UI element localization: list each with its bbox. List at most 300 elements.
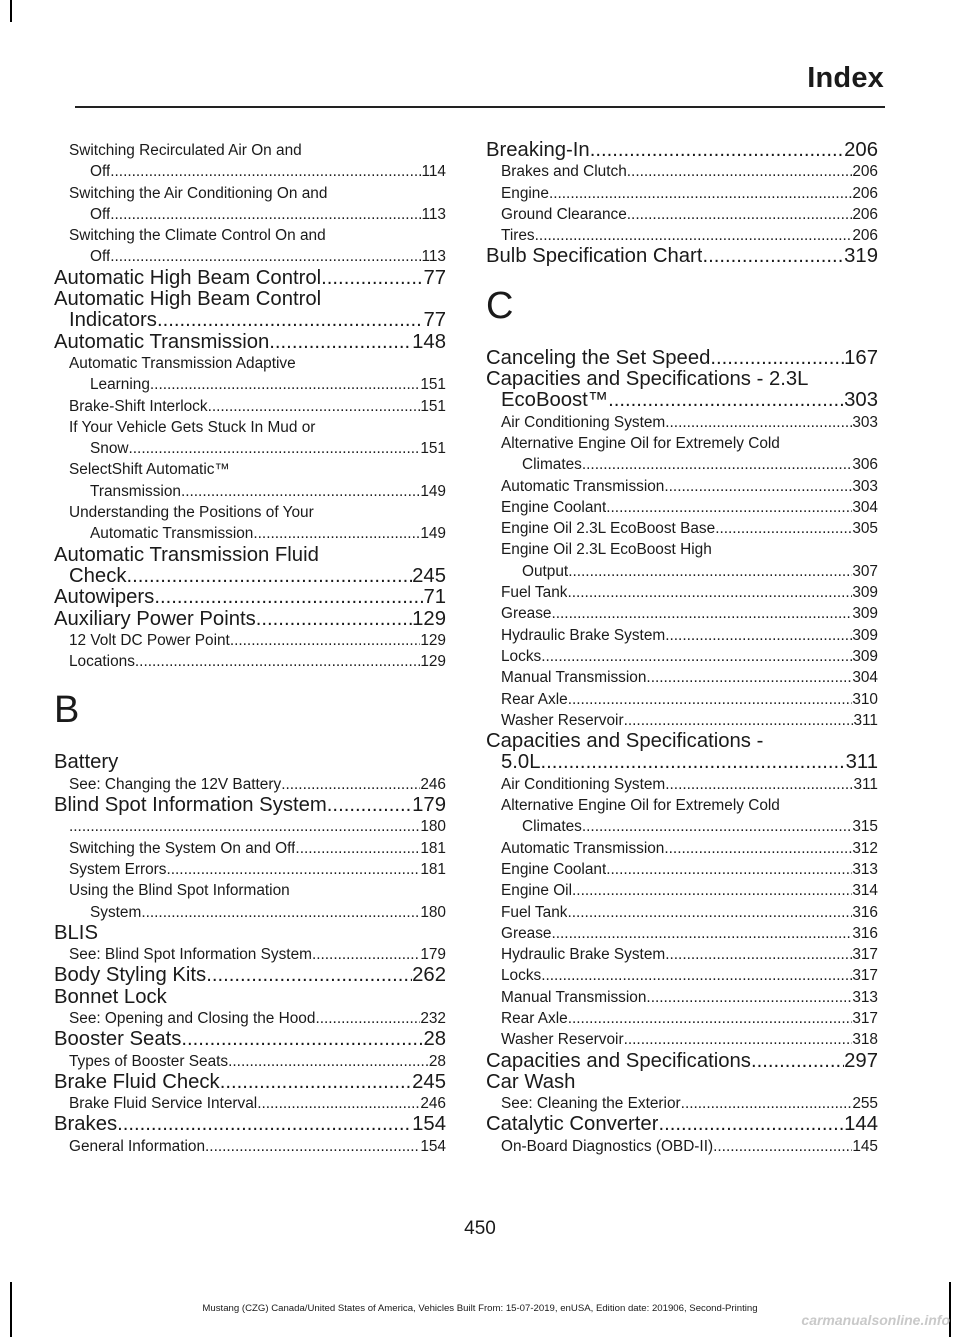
dot-leader	[205, 1136, 420, 1157]
page-reference[interactable]: 180	[420, 903, 446, 921]
dot-leader	[606, 497, 852, 518]
page-reference[interactable]: 181	[420, 860, 446, 878]
index-subentry[interactable]	[54, 183, 446, 226]
index-entry[interactable]	[486, 731, 878, 774]
page-reference[interactable]: 309	[852, 584, 878, 602]
page-reference[interactable]: 154	[420, 1137, 446, 1155]
page-reference[interactable]: 180	[420, 818, 446, 836]
page-reference[interactable]: 315	[852, 818, 878, 836]
page-reference[interactable]: 317	[852, 967, 878, 985]
entry-label: Tires	[501, 227, 535, 245]
page-reference[interactable]: 245	[412, 1070, 446, 1093]
dot-leader	[702, 246, 844, 267]
dot-leader	[582, 816, 852, 837]
page-reference[interactable]: 309	[852, 647, 878, 665]
entry-label: Climates	[522, 456, 582, 474]
index-entry[interactable]	[486, 1072, 878, 1093]
index-subentry[interactable]	[54, 140, 446, 183]
index-subentry[interactable]	[486, 603, 878, 624]
dot-leader	[257, 1093, 420, 1114]
index-subentry[interactable]	[486, 1093, 878, 1114]
index-entry[interactable]	[486, 1051, 878, 1072]
page-reference[interactable]: 317	[852, 1009, 878, 1027]
index-entry[interactable]	[486, 246, 878, 267]
entry-label: Washer Reservoir	[501, 711, 624, 729]
dot-leader	[69, 816, 420, 837]
page-reference[interactable]: 154	[412, 1113, 446, 1136]
index-entry[interactable]	[54, 268, 446, 289]
entry-label: Automatic Transmission	[501, 839, 665, 857]
page-reference[interactable]: 179	[412, 794, 446, 817]
entry-label: Locations	[69, 653, 135, 671]
index-subentry[interactable]	[486, 183, 878, 204]
dot-leader	[646, 667, 852, 688]
index-subentry[interactable]	[54, 838, 446, 859]
dot-leader	[665, 944, 852, 965]
index-subentry[interactable]	[486, 795, 878, 838]
page-reference[interactable]: 167	[844, 346, 878, 369]
dot-leader	[606, 859, 852, 880]
dot-leader	[206, 965, 412, 986]
page-reference[interactable]: 114	[421, 163, 446, 181]
index-entry[interactable]	[54, 795, 446, 816]
entry-label: BLIS	[54, 921, 98, 944]
page-reference[interactable]: 71	[423, 586, 446, 609]
index-column-right	[486, 140, 878, 1157]
entry-label: Automatic Transmission Adaptive	[69, 354, 296, 372]
page-reference[interactable]: 145	[852, 1137, 878, 1155]
dot-leader	[715, 518, 852, 539]
dot-leader	[540, 752, 845, 773]
index-subentry[interactable]	[54, 880, 446, 923]
page-reference[interactable]: 262	[412, 964, 446, 987]
page-reference[interactable]: 310	[852, 690, 878, 708]
watermark: carmanualsonline.info	[801, 1312, 950, 1328]
dot-leader	[141, 902, 420, 923]
entry-label: Air Conditioning System	[501, 775, 666, 793]
page-reference[interactable]: 149	[420, 482, 446, 500]
page-reference[interactable]: 148	[412, 330, 446, 353]
index-subentry[interactable]	[486, 774, 878, 795]
index-subentry[interactable]	[54, 1051, 446, 1072]
entry-label: Using the Blind Spot Information	[69, 882, 290, 900]
index-subentry[interactable]	[486, 582, 878, 603]
page-reference[interactable]: 303	[844, 389, 878, 412]
entry-label: Indicators	[69, 310, 157, 332]
page-reference[interactable]: 309	[852, 626, 878, 644]
entry-label: Transmission	[90, 482, 181, 500]
dot-leader	[150, 374, 420, 395]
dot-leader	[549, 183, 852, 204]
entry-label: Types of Booster Seats	[69, 1052, 229, 1070]
entry-label: Engine Oil 2.3L EcoBoost High	[501, 541, 712, 559]
page-reference[interactable]: 318	[852, 1031, 878, 1049]
entry-label: See: Blind Spot Information System	[69, 946, 312, 964]
page-reference[interactable]: 129	[420, 631, 446, 649]
dot-leader	[110, 204, 421, 225]
dot-leader	[627, 204, 853, 225]
dot-leader	[154, 587, 423, 608]
page-reference[interactable]: 297	[844, 1049, 878, 1072]
entry-label: Canceling the Set Speed	[486, 347, 711, 369]
index-subentry[interactable]	[54, 396, 446, 417]
index-entry[interactable]	[54, 587, 446, 608]
index-subentry[interactable]	[486, 944, 878, 965]
entry-label: Alternative Engine Oil for Extremely Cold	[501, 797, 780, 815]
index-entry[interactable]	[54, 545, 446, 588]
index-subentry[interactable]	[486, 859, 878, 880]
index-subentry[interactable]	[486, 902, 878, 923]
index-subentry[interactable]	[54, 944, 446, 965]
index-subentry[interactable]	[486, 225, 878, 246]
entry-label: See: Changing the 12V Battery	[69, 775, 282, 793]
index-subentry[interactable]	[486, 497, 878, 518]
entry-label: Switching the System On and Off	[69, 839, 296, 857]
index-subentry[interactable]	[486, 625, 878, 646]
entry-label: Engine Coolant	[501, 498, 607, 516]
page-reference[interactable]: 232	[420, 1009, 446, 1027]
page-reference[interactable]: 312	[852, 839, 878, 857]
dot-leader	[551, 603, 852, 624]
entry-label: Engine	[501, 184, 549, 202]
page-reference[interactable]: 151	[420, 440, 446, 458]
index-subentry[interactable]	[486, 667, 878, 688]
entry-label: If Your Vehicle Gets Stuck In Mud or	[69, 418, 316, 436]
dot-leader	[127, 566, 413, 587]
index-subentry[interactable]	[54, 1008, 446, 1029]
section-letter: B	[54, 689, 80, 732]
dot-leader	[658, 1114, 844, 1135]
entry-label: General Information	[69, 1137, 206, 1155]
page-reference[interactable]: 317	[852, 946, 878, 964]
dot-leader	[166, 859, 420, 880]
index-subentry[interactable]	[486, 923, 878, 944]
dot-leader	[608, 390, 844, 411]
dot-leader	[321, 268, 423, 289]
crop-mark-top-left	[10, 0, 12, 22]
index-entry[interactable]	[486, 369, 878, 412]
index-entry[interactable]	[54, 332, 446, 353]
index-subentry[interactable]	[486, 987, 878, 1008]
page-reference[interactable]: 255	[852, 1095, 878, 1113]
page-reference[interactable]: 206	[852, 227, 878, 245]
dot-leader	[312, 944, 420, 965]
page-reference[interactable]: 304	[852, 669, 878, 687]
entry-label: Manual Transmission	[501, 669, 647, 687]
index-entry[interactable]	[54, 289, 446, 332]
dot-leader	[181, 1029, 423, 1050]
entry-label: Off	[90, 248, 111, 266]
entry-label: Rear Axle	[501, 1009, 568, 1027]
entry-label: Auxiliary Power Points	[54, 608, 256, 630]
entry-label: Learning	[90, 376, 150, 394]
entry-label: Output	[522, 562, 569, 580]
entry-label: Climates	[522, 818, 582, 836]
dot-leader	[710, 348, 844, 369]
dot-leader	[590, 140, 844, 161]
entry-label: Automatic Transmission Fluid	[54, 543, 319, 566]
dot-leader	[181, 481, 420, 502]
index-subentry[interactable]	[54, 774, 446, 795]
entry-label: Bulb Specification Chart	[486, 246, 703, 268]
index-subentry[interactable]	[486, 838, 878, 859]
page-reference[interactable]: 305	[852, 520, 878, 538]
page-reference[interactable]: 77	[423, 266, 446, 289]
dot-leader	[541, 646, 852, 667]
entry-label: 5.0L	[501, 752, 541, 774]
entry-label: Alternative Engine Oil for Extremely Cold	[501, 434, 780, 452]
entry-label: Brakes and Clutch	[501, 163, 627, 181]
index-entry[interactable]	[486, 348, 878, 369]
entry-label: Fuel Tank	[501, 903, 568, 921]
dot-leader	[535, 225, 853, 246]
index-subentry[interactable]	[486, 1008, 878, 1029]
dot-leader	[665, 625, 852, 646]
index-entry[interactable]	[54, 965, 446, 986]
dot-leader	[327, 795, 412, 816]
index-subentry[interactable]	[54, 1093, 446, 1114]
page-number: 450	[464, 1218, 496, 1239]
entry-label: Ground Clearance	[501, 205, 627, 223]
dot-leader	[110, 246, 421, 267]
dot-leader	[665, 774, 853, 795]
entry-label: System Errors	[69, 860, 167, 878]
dot-leader	[256, 609, 412, 630]
index-entry[interactable]	[54, 987, 446, 1008]
index-entry[interactable]	[486, 1114, 878, 1135]
page-reference[interactable]: 319	[844, 245, 878, 268]
index-entry[interactable]	[54, 752, 446, 773]
dot-leader	[664, 838, 852, 859]
dot-leader	[135, 651, 420, 672]
page-reference[interactable]: 181	[420, 839, 446, 857]
page-reference[interactable]: 206	[852, 163, 878, 181]
page-reference[interactable]: 311	[853, 711, 878, 729]
dot-leader	[228, 1051, 429, 1072]
entry-label: Automatic Transmission	[54, 331, 270, 353]
header-divider	[75, 106, 885, 108]
page-reference[interactable]: 113	[421, 205, 446, 223]
index-subentry[interactable]	[54, 353, 446, 396]
entry-label: Automatic Transmission	[501, 477, 665, 495]
entry-label: Grease	[501, 605, 552, 623]
dot-leader	[230, 630, 420, 651]
dot-leader	[269, 332, 412, 353]
dot-leader	[627, 161, 853, 182]
index-subentry[interactable]	[486, 161, 878, 182]
entry-label: Engine Oil 2.3L EcoBoost Base	[501, 520, 716, 538]
page-reference[interactable]: 309	[852, 605, 878, 623]
page-reference[interactable]: 144	[844, 1113, 878, 1136]
entry-label: Washer Reservoir	[501, 1031, 624, 1049]
page-reference[interactable]: 313	[852, 988, 878, 1006]
entry-label: Rear Axle	[501, 690, 568, 708]
dot-leader	[551, 923, 852, 944]
page-reference[interactable]: 129	[420, 653, 446, 671]
entry-label: Body Styling Kits	[54, 965, 207, 987]
page-reference[interactable]: 179	[420, 946, 446, 964]
entry-label: Manual Transmission	[501, 988, 647, 1006]
dot-leader	[664, 476, 852, 497]
index-subentry[interactable]	[54, 459, 446, 502]
index-entry[interactable]	[54, 1114, 446, 1135]
dot-leader	[110, 161, 421, 182]
entry-label: Switching the Climate Control On and	[69, 227, 326, 245]
dot-leader	[624, 1029, 853, 1050]
index-subentry[interactable]	[486, 204, 878, 225]
index-subentry[interactable]	[54, 630, 446, 651]
index-subentry[interactable]	[486, 689, 878, 710]
page-reference[interactable]: 245	[412, 564, 446, 587]
entry-label: Capacities and Specifications	[486, 1050, 751, 1072]
footer-text: Mustang (CZG) Canada/United States of America, Vehicles Built From: 15-07-2019, enUSA, Edition date: 201906, Second-Printing	[202, 1303, 758, 1314]
index-subentry[interactable]	[486, 1029, 878, 1050]
dot-leader	[567, 902, 852, 923]
dot-leader	[220, 1072, 412, 1093]
page-reference[interactable]: 307	[852, 562, 878, 580]
dot-leader	[295, 838, 420, 859]
page-reference[interactable]: 151	[420, 376, 446, 394]
dot-leader	[117, 1114, 412, 1135]
index-entry[interactable]	[54, 609, 446, 630]
index-column-left	[54, 140, 446, 1157]
index-entry[interactable]	[54, 923, 446, 944]
dot-leader	[624, 710, 854, 731]
entry-label: Hydraulic Brake System	[501, 946, 666, 964]
index-entry[interactable]	[54, 1029, 446, 1050]
page-reference[interactable]: 129	[412, 607, 446, 630]
index-subentry[interactable]	[486, 646, 878, 667]
entry-label: Automatic High Beam Control	[54, 288, 322, 311]
index-subentry[interactable]	[486, 518, 878, 539]
page-reference[interactable]: 246	[420, 775, 446, 793]
page-reference[interactable]: 206	[844, 139, 878, 161]
index-subentry[interactable]	[486, 476, 878, 497]
page-reference[interactable]: 303	[852, 477, 878, 495]
dot-leader	[582, 454, 852, 475]
index-subentry[interactable]	[54, 417, 446, 460]
page-reference[interactable]: 311	[845, 751, 878, 774]
page-reference[interactable]: 314	[852, 882, 878, 900]
page-reference[interactable]: 28	[423, 1028, 446, 1051]
page-reference[interactable]: 304	[852, 498, 878, 516]
entry-label: Engine Oil	[501, 882, 573, 900]
index-subentry[interactable]	[54, 502, 446, 545]
dot-leader	[541, 965, 852, 986]
entry-label: See: Opening and Closing the Hood	[69, 1009, 316, 1027]
index-subentry[interactable]	[486, 539, 878, 582]
page-reference[interactable]: 306	[852, 456, 878, 474]
dot-leader	[281, 774, 420, 795]
entry-label: See: Cleaning the Exterior	[501, 1095, 681, 1113]
dot-leader	[751, 1051, 844, 1072]
entry-label: Engine Coolant	[501, 860, 607, 878]
index-subentry[interactable]	[486, 433, 878, 476]
index-subentry[interactable]	[486, 1136, 878, 1157]
page-reference[interactable]: 316	[852, 903, 878, 921]
page-reference[interactable]: 206	[852, 184, 878, 202]
index-subentry[interactable]	[486, 965, 878, 986]
page-reference[interactable]: 28	[428, 1052, 446, 1070]
page-reference[interactable]: 113	[421, 248, 446, 266]
entry-label: Air Conditioning System	[501, 413, 666, 431]
entry-label: On-Board Diagnostics (OBD-II)	[501, 1137, 714, 1155]
index-subentry[interactable]	[54, 816, 446, 837]
dot-leader	[157, 310, 424, 331]
entry-label: System	[90, 903, 142, 921]
entry-label: Car Wash	[486, 1070, 576, 1093]
index-subentry[interactable]	[54, 651, 446, 672]
entry-label: Locks	[501, 967, 542, 985]
entry-label: Booster Seats	[54, 1029, 182, 1051]
entry-label: Breaking-In	[486, 140, 590, 161]
entry-label: Capacities and Specifications - 2.3L	[486, 368, 809, 391]
entry-label: Automatic Transmission	[90, 525, 254, 543]
dot-leader	[646, 987, 852, 1008]
page-reference[interactable]: 303	[852, 413, 878, 431]
page-reference[interactable]: 316	[852, 924, 878, 942]
page-reference[interactable]: 313	[852, 860, 878, 878]
entry-label: Brakes	[54, 1114, 118, 1136]
dot-leader	[568, 689, 853, 710]
page-title: Index	[807, 62, 884, 94]
entry-label: Blind Spot Information System	[54, 795, 327, 817]
entry-label: Grease	[501, 924, 552, 942]
entry-label: Automatic High Beam Control	[54, 267, 322, 289]
entry-label: Switching Recirculated Air On and	[69, 142, 302, 159]
page-reference[interactable]: 77	[423, 309, 446, 332]
section-letter: C	[486, 284, 514, 327]
entry-label: Brake Fluid Service Interval	[69, 1095, 258, 1113]
dot-leader	[568, 1008, 853, 1029]
index-entry[interactable]	[54, 1072, 446, 1093]
index-entry[interactable]	[486, 140, 878, 161]
dot-leader	[129, 438, 421, 459]
entry-label: Fuel Tank	[501, 584, 568, 602]
index-subentry[interactable]	[486, 880, 878, 901]
entry-label: Switching the Air Conditioning On and	[69, 184, 328, 202]
entry-label: Bonnet Lock	[54, 985, 167, 1008]
entry-label: Catalytic Converter	[486, 1114, 659, 1136]
entry-label: SelectShift Automatic™	[69, 461, 230, 479]
entry-label: Capacities and Specifications -	[486, 730, 764, 753]
page-reference[interactable]: 149	[420, 525, 446, 543]
index-subentry[interactable]	[54, 225, 446, 268]
entry-label: 12 Volt DC Power Point	[69, 631, 230, 649]
index-subentry[interactable]	[54, 1136, 446, 1157]
entry-label: Autowipers	[54, 587, 155, 609]
entry-label: Off	[90, 163, 111, 181]
dot-leader	[315, 1008, 420, 1029]
dot-leader	[568, 561, 852, 582]
dot-leader	[681, 1093, 853, 1114]
index-subentry[interactable]	[486, 412, 878, 433]
entry-label: Battery	[54, 751, 119, 774]
entry-label: Understanding the Positions of Your	[69, 504, 314, 522]
index-subentry[interactable]	[54, 859, 446, 880]
entry-label: Brake-Shift Interlock	[69, 397, 208, 415]
entry-label: Hydraulic Brake System	[501, 626, 666, 644]
page-reference[interactable]: 151	[420, 397, 446, 415]
entry-label: Snow	[90, 440, 129, 458]
dot-leader	[713, 1136, 852, 1157]
entry-label: Locks	[501, 647, 542, 665]
page-reference[interactable]: 246	[420, 1095, 446, 1113]
page-reference[interactable]: 311	[853, 775, 878, 793]
index-subentry[interactable]	[486, 710, 878, 731]
entry-label: Off	[90, 205, 111, 223]
page-reference[interactable]: 206	[852, 205, 878, 223]
